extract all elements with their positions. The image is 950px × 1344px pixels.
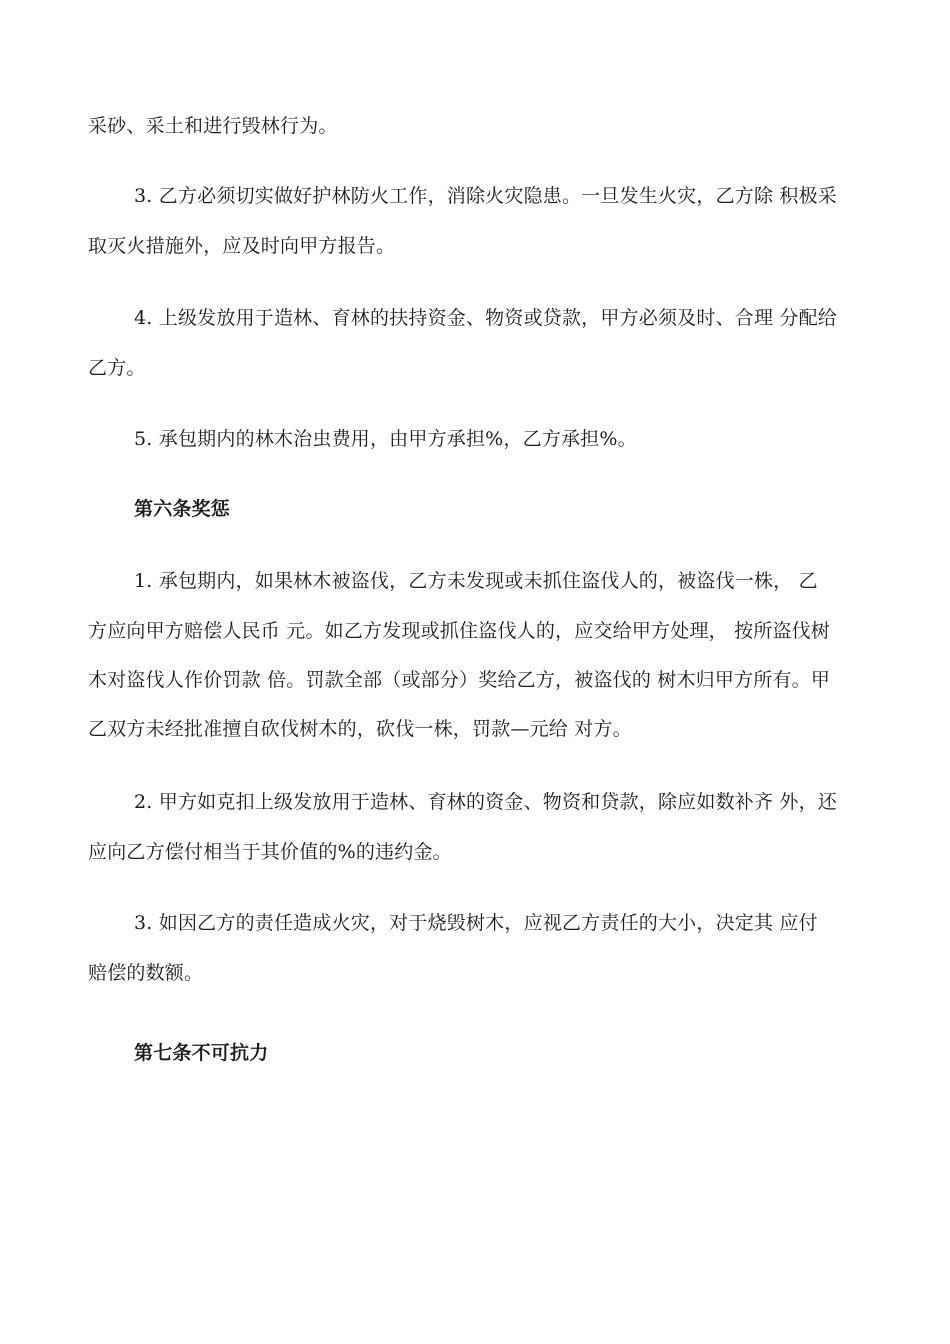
clause-4-line-2: 乙方。 (88, 357, 146, 379)
clause-4-line-1: 4. 上级发放用于造林、育林的扶持资金、物资或贷款，甲方必须及时、合理 分配给 (134, 307, 838, 329)
clause-3-line-1: 3. 乙方必须切实做好护林防火工作，消除火灾隐患。一旦发生火灾，乙方除 积极采 (134, 185, 838, 207)
clause-5-line-1: 5. 承包期内的林木治虫费用，由甲方承担%，乙方承担%。 (134, 428, 637, 450)
section-6-heading: 第六条奖惩 (134, 498, 231, 520)
section-7-heading: 第七条不可抗力 (134, 1042, 269, 1064)
reward-1-line-1: 1. 承包期内，如果林木被盗伐，乙方未发现或未抓住盗伐人的，被盗伐一株， 乙 (134, 570, 818, 592)
reward-3-line-2: 赔偿的数额。 (88, 962, 204, 984)
reward-3-line-1: 3. 如因乙方的责任造成火灾，对于烧毁树木，应视乙方责任的大小，决定其 应付 (134, 912, 818, 934)
reward-2-line-1: 2. 甲方如克扣上级发放用于造林、育林的资金、物资和贷款，除应如数补齐 外，还 (134, 791, 838, 813)
reward-1-line-4: 乙双方未经批准擅自砍伐树木的，砍伐一株，罚款—元给 对方。 (88, 718, 632, 740)
text-line-continuation: 采砂、采土和进行毁林行为。 (88, 115, 338, 137)
clause-3-line-2: 取灭火措施外，应及时向甲方报告。 (88, 235, 396, 257)
reward-1-line-3: 木对盗伐人作价罚款 倍。罚款全部（或部分）奖给乙方，被盗伐的 树木归甲方所有。甲 (88, 669, 831, 691)
reward-1-line-2: 方应向甲方赔偿人民币 元。如乙方发现或抓住盗伐人的，应交给甲方处理， 按所盗伐树 (88, 620, 831, 642)
reward-2-line-2: 应向乙方偿付相当于其价值的%的违约金。 (88, 841, 452, 863)
